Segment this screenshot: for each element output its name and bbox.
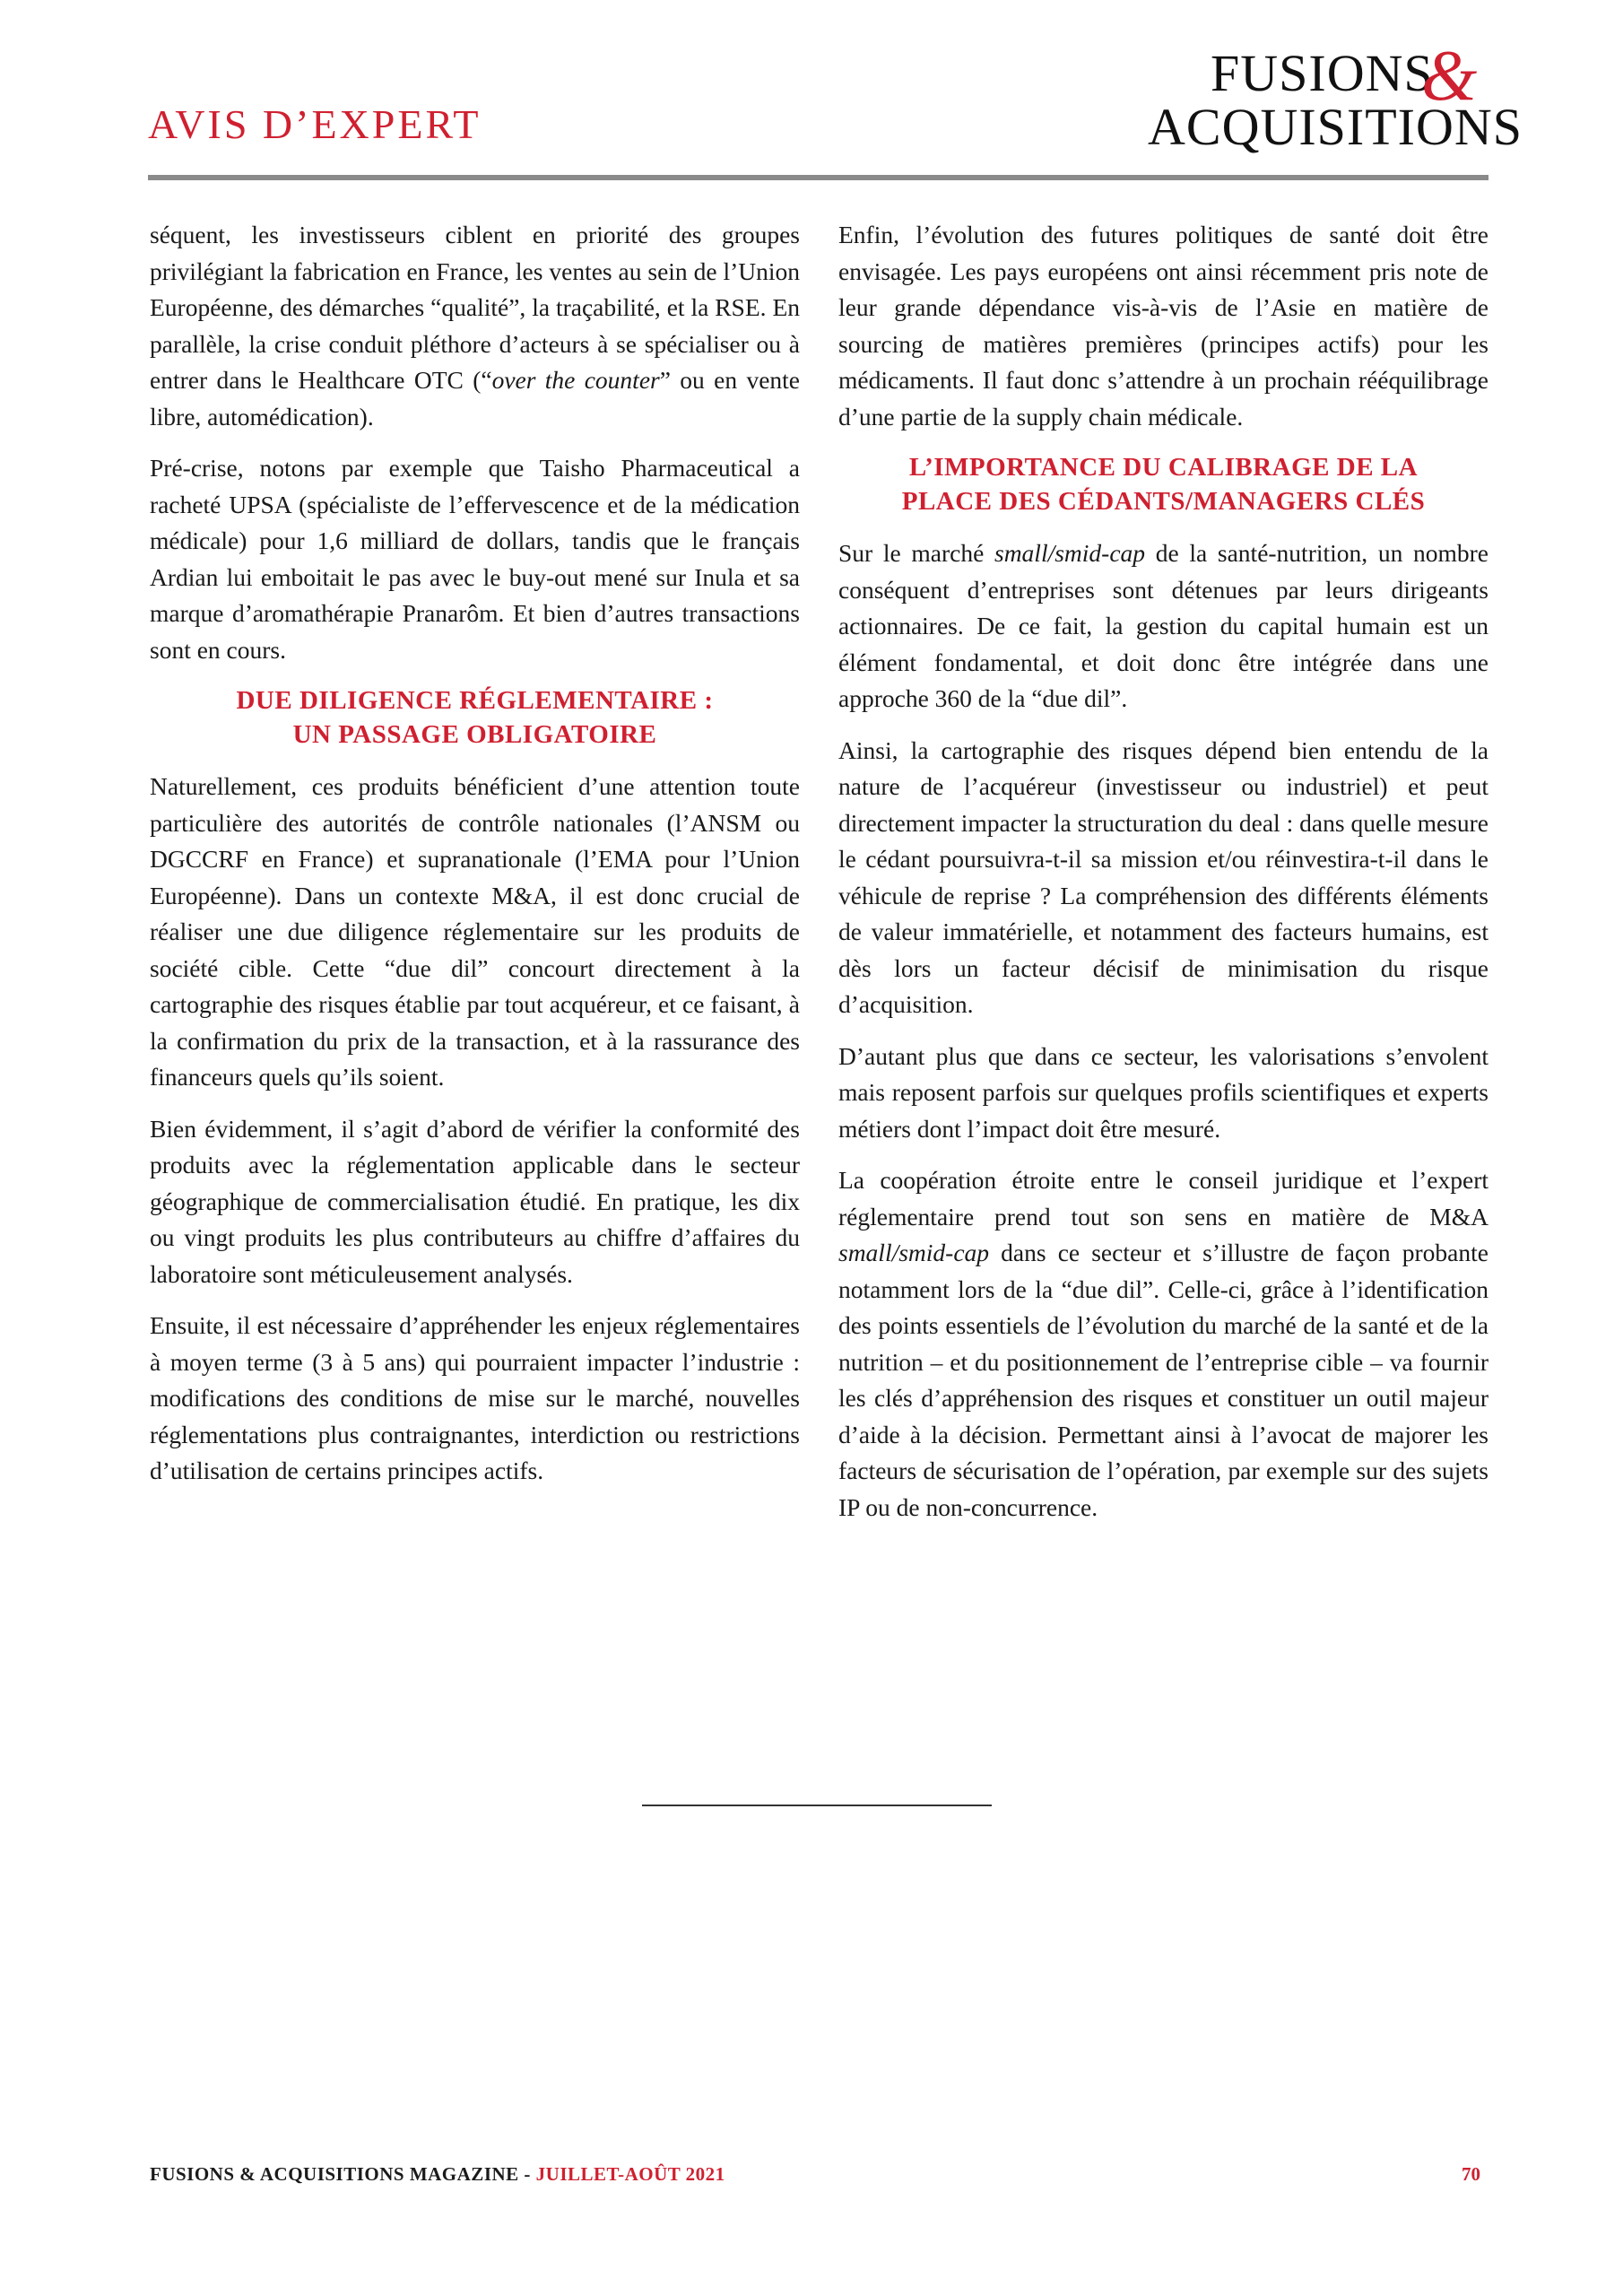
italic-phrase: small/smid-cap [838,1239,990,1266]
paragraph: séquent, les investisseurs ciblent en priorité des groupes privilégiant la fabrication en France, les ventes au sein de l’Union Européenne, des démarches “qualité”, la traçabilité, et la RSE. En parallèle, la crise conduit pléthore d’acteurs à se spécialiser ou à entrer dans le Healthcare OTC (“over the counter” ou en vente libre, automédication). [150,221,800,430]
italic-phrase: small/smid-cap [994,539,1146,567]
paragraph: Enfin, l’évolution des futures politiques de santé doit être envisagée. Les pays européens ont ainsi récemment pris note de leur grande dépendance vis-à-vis de l’Asie en matière de sourcing de matières premières (principes actifs) pour les médicaments. Il faut donc s’attendre à un prochain rééquilibrage d’une partie de la supply chain médicale. [838,221,1488,430]
magazine-logo [1148,37,1523,160]
paragraph: Naturellement, ces produits bénéficient d’une attention toute particulière des autorités de contrôle nationales (l’ANSM ou DGCCRF en France) et supranationale (l’EMA pour l’Union Européenne). Dans un contexte M&A, il est donc crucial de réaliser une due diligence réglementaire sur les produits de société cible. Cette “due dil” concourt directement à la cartographie des risques établie par tout acquéreur, et ce faisant, à la confirmation du prix de la transaction, et à la rassurance des financeurs quels qu’ils soient. [150,772,800,1091]
footer-issue-date: JUILLET-AOÛT 2021 [535,2163,725,2185]
paragraph: Sur le marché small/smid-cap de la santé-nutrition, un nombre conséquent d’entreprises sont détenues par leurs dirigeants actionnaires. De ce fait, la gestion du capital humain est un élément fondamental, et doit donc être intégrée dans une approche 360 de la “due dil”. [838,539,1489,712]
logo-line-acquisitions: ACQUISITIONS [1148,98,1523,156]
page-number: 70 [1462,2163,1480,2185]
section-title: AVIS D’EXPERT [148,101,482,147]
paragraph: D’autant plus que dans ce secteur, les valorisations s’envolent mais reposent parfois sur quelques profils scientifiques et experts métiers dont l’impact doit être mesuré. [838,1041,1488,1143]
logo-ampersand: & [1421,37,1478,116]
section-heading: L’IMPORTANCE DU CALIBRAGE DE LA PLACE DES CÉDANTS/MANAGERS CLÉS [901,453,1426,516]
end-of-article-rule [642,1805,992,1806]
footer-magazine-name: FUSIONS & ACQUISITIONS MAGAZINE [150,2163,519,2185]
italic-phrase: over the counter [491,366,660,394]
paragraph: Ensuite, il est nécessaire d’appréhender les enjeux réglementaires à moyen terme (3 à 5 ans) qui pourraient impacter l’industrie : modifications des conditions de mise sur le marché, nouvelles réglementations plus contraignantes, interdiction ou restrictions d’utilisation de certains principes actifs. [150,1311,800,1484]
left-column [150,217,800,1505]
footer-separator: - [518,2163,536,2185]
footer-publication [150,2163,725,2186]
paragraph: Pré-crise, notons par exemple que Taisho Pharmaceutical a racheté UPSA (spécialiste de l’effervescence et de la médication médicale) pour 1,6 milliard de dollars, tandis que le français Ardian lui emboitait le pas avec le buy-out mené sur Inula et sa marque d’aromathérapie Pranarôm. Et bien d’autres transactions sont en cours. [150,454,800,664]
right-column [838,217,1488,1541]
section-heading: DUE DILIGENCE RÉGLEMENTAIRE : UN PASSAGE OBLIGATOIRE [236,686,714,749]
logo-line-fusions: FUSIONS [1211,44,1434,102]
header-divider [148,175,1488,180]
paragraph: Ainsi, la cartographie des risques dépend bien entendu de la nature de l’acquéreur (investisseur ou industriel) et peut directement impacter la structuration du deal : dans quelle mesure le cédant poursuivra-t-il sa mission et/ou réinvestira-t-il dans le véhicule de reprise ? La compréhension des différents éléments de valeur immatérielle, et notamment des facteurs humains, est dès lors un facteur décisif de minimisation du risque d’acquisition. [838,735,1488,1018]
paragraph: La coopération étroite entre le conseil juridique et l’expert réglementaire prend tout son sens en matière de M&A small/smid-cap dans ce secteur et s’illustre de façon probante notamment lors de la “due dil”. Celle-ci, grâce à l’identification des points essentiels de l’évolution du marché de la santé et de la nutrition – et du positionnement de l’entreprise cible – va fournir les clés d’appréhension des risques et constituer un outil majeur d’aide à la décision. Permettant ainsi à l’avocat de majorer les facteurs de sécurisation de l’opération, par exemple sur des sujets IP ou de non-concurrence. [838,1166,1488,1521]
paragraph: Bien évidemment, il s’agit d’abord de vérifier la conformité des produits avec la réglementation applicable dans le secteur géographique de commercialisation étudié. En pratique, les dix ou vingt produits les plus contributeurs au chiffre d’affaires du laboratoire sont méticuleusement analysés. [150,1114,800,1288]
